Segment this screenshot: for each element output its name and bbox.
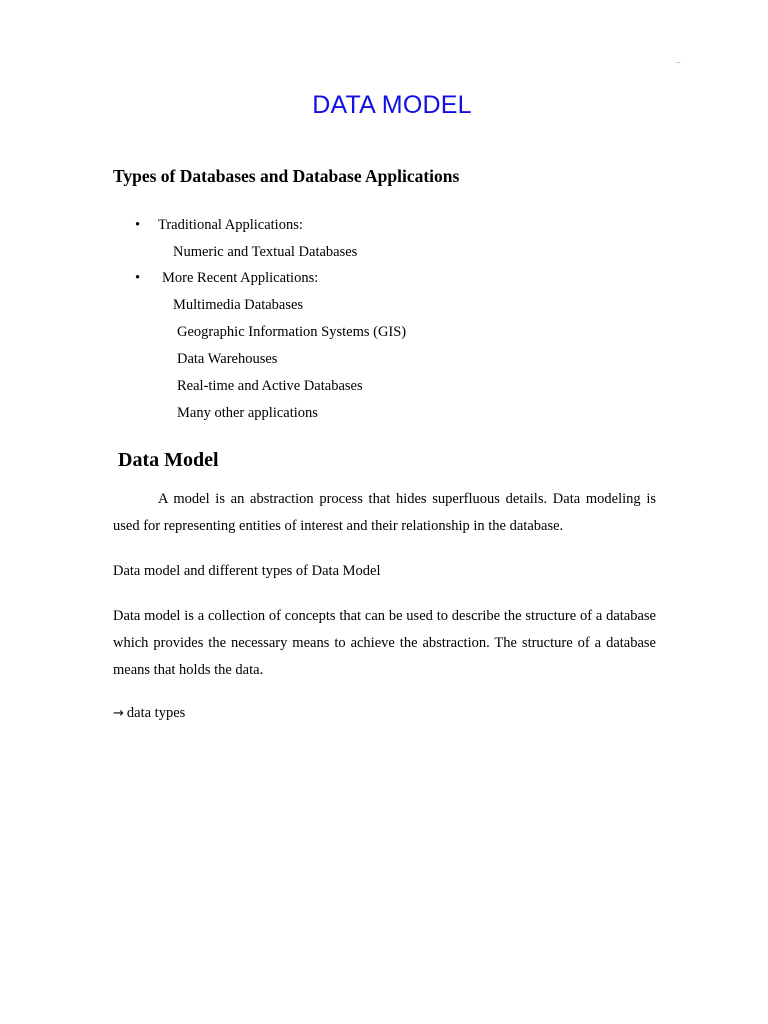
paragraph-types-intro: Data model and different types of Data Model xyxy=(113,563,381,579)
bullet-subitem: Data Warehouses xyxy=(177,351,278,367)
document-title: DATA MODEL xyxy=(312,91,472,119)
bullet-subitem: Real-time and Active Databases xyxy=(177,378,363,394)
arrow-right-icon: → xyxy=(113,706,124,721)
corner-mark: – xyxy=(676,58,681,67)
data-model-heading: Data Model xyxy=(118,449,219,471)
bullet-subitem: Multimedia Databases xyxy=(173,297,304,313)
paragraph-data-model-definition: Data model is a collection of concepts that can be used to describe the structure of a database which provides the necessary means to achieve the abstraction. The structure of a database means that holds the data. xyxy=(113,608,656,678)
bullet-marker: • xyxy=(135,217,141,233)
bullet-label-recent: More Recent Applications: xyxy=(162,270,319,286)
bullet-marker: • xyxy=(135,270,141,286)
bullet-subitem: Numeric and Textual Databases xyxy=(173,244,358,260)
bullet-label-traditional: Traditional Applications: xyxy=(158,217,303,233)
arrow-list-item xyxy=(113,705,185,722)
arrow-item-text: data types xyxy=(126,705,186,721)
bullet-subitem: Many other applications xyxy=(177,405,318,421)
paragraph-model-abstraction: A model is an abstraction process that hides superfluous details. Data modeling is used for representing entities of interest and their relationship in the database. xyxy=(113,491,656,534)
section-heading: Types of Databases and Database Applications xyxy=(113,166,460,186)
bullet-subitem: Geographic Information Systems (GIS) xyxy=(177,324,407,340)
